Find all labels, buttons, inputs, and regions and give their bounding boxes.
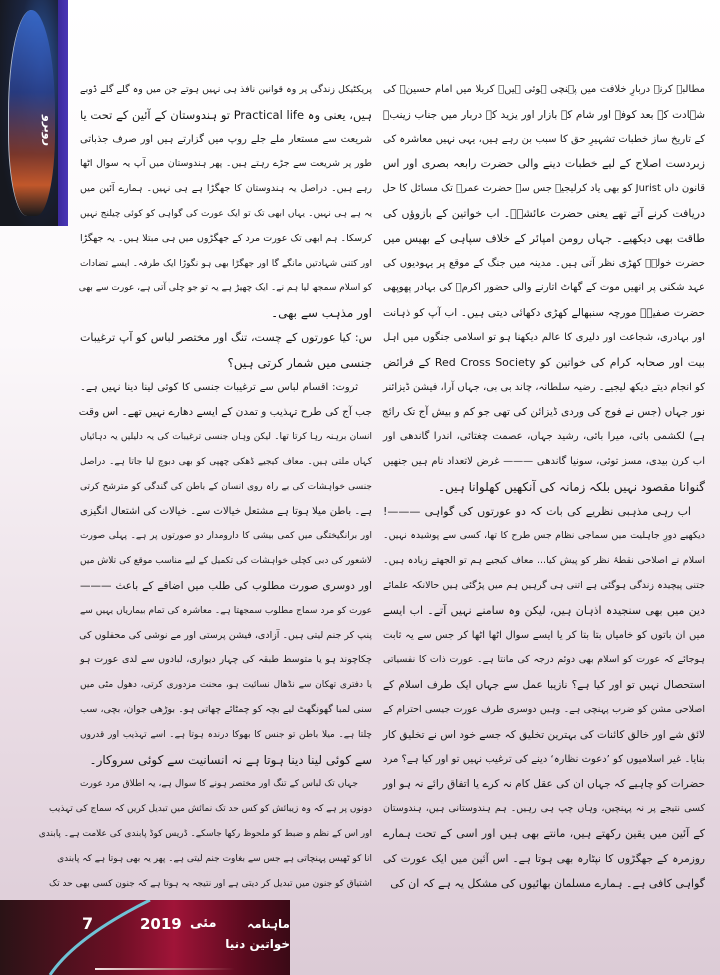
text-line: دونوں پر ہے کہ وہ زیبائش کو کس حد تک نمائش میں تبدیل کریں کہ سماج کی تہذیب [49,804,372,815]
magazine-name: ماہنامہ خواتین دنیا [225,917,290,951]
text-line: کے تاریخ ساز خطبات تشہیرِ حق کا سبب بن رہے ہیں، یہی نہیں معاشرہ کی [383,133,705,145]
text-line: یا دفتری تھکان سے نڈھال نسائیت ہو، محنت مزدوری کرتی، دھول مٹی میں [80,680,372,691]
text-line: جہاں تک لباس کے تنگ اور مختصر ہونے کا سوال ہے، یہ اطلاق مرد عورت [80,779,358,790]
text-line: اب رہی مذہبی نظریے کی بات کہ دو عورتوں کی گواہی ———! [383,504,691,518]
decorative-edge [58,0,68,226]
text-line: انا کو ٹھیس پہنچاتی ہے جس سے بغاوت جنم لیتی ہے۔ پھر یہ بھی ہوتا ہے کہ پابندی [57,853,372,864]
text-line: س: کیا عورتوں کے چست، تنگ اور مختصر لباس کو آپ ترغیبات [80,330,372,344]
text-line: سے کوئی لینا دینا ہوتا ہے نہ انسانیت سے کوئی سروکار۔ [89,752,372,767]
text-line: لاشعور کی دبی کچلی خواہشات کی تکمیل کے لیے مناسب موقع کی تلاش میں [80,556,372,567]
text-line: اور دوسری صورت مطلوب کی طلب میں اضافے کے باعث ——— [80,579,372,592]
text-line: چکاچوند ہو یا متوسط طبقہ کی چہار دیواری، لبادوں سے لدی عورت ہو [80,654,372,666]
text-line: اشتیاق کو جنون میں تبدیل کر دیتی ہے اور نتیجہ یہ ہوتا ہے کہ جنون کسی بھی حد تک [49,878,372,889]
text-line: جتنی پیچیدہ زندگی ہوگئی ہے اتنی ہی گرہیں ہم میں پڑگئی ہیں حالانکہ علمائے [383,579,705,591]
text-line: کسی نتیجے پر نہ پہنچیں، وہاں چپ ہی رہیں۔ ہم ہندوستانی ہیں، ہندوستان [383,803,705,815]
text-line: میں ان باتوں کو خامیاں بتا بتا کر یا ایسے سوال اٹھا اٹھا کر جس سے یہ ثابت [383,629,705,641]
text-line: جنسی خواہشات کی بے راہ روی انسان کے باطن کی گندگی کو مترشح کرتی [80,481,372,492]
text-line: اور برانگیختگی میں کمی بیشی کا دارومدار دو صورتوں پر ہے۔ پہلی صورت [80,531,372,542]
text-line: حضرت صفیہؓ مورچہ سنبھالے کھڑی دکھائی دیتی ہیں۔ اب آپ کو ذہانت [383,307,705,320]
text-line: حضرات کو چاہیے کہ جہاں ان کی عقل کام نہ کرے یا اتفاق رائے نہ ہو اور [383,778,705,791]
text-line: مطالبہ کرنے دربارِ خلافت میں پہنچی ہوئی ہیں۔ کربلا میں امام حسینؓ کی [383,84,705,95]
text-line: سنی لمبا گھونگھٹ لیے بچہ کو چمٹائے چھاتی ہو۔ بوڑھی جوان، بچی، سب [80,703,372,715]
text-line: یہ ہے ہی نہیں۔ یہاں ابھی تک تو ایک عورت کی گواہی کو کوئی چیلنج نہیں [80,208,372,219]
text-line: شریعت سے مستعار ملے جلے روپ میں گزارتے ہیں اور صرف جذباتی [80,133,372,145]
text-line: قانون داں Jurist کو بھی یاد کرلیجیے جس سے حضرت عمرؓ تک مسائل کا حل [382,183,705,195]
text-line: اور کتنی شہادتیں مانگے گا اور جھگڑا بھی ہو نگوڑا ایک طرفہ۔ ایسے تضادات [80,258,372,269]
text-line: پنپ کر جنم لیتی ہیں۔ آزادی، فیشن پرستی اور مے نوشی کی محفلوں کی [79,629,372,641]
text-line: پریکٹیکل زندگی پر وہ قوانین نافذ ہی نہیں ہوتے جن میں وہ گلے گلے ڈوبے [80,84,372,95]
page-number: 7 [82,914,94,933]
text-line: کہاں ملتی ہیں۔ معاف کیجیے ڈھکی چھپی کو بھی دبوچ لیا جاتا ہے۔ دراصل [80,456,372,467]
text-line: کو اسلام سمجھ لیا ہم نے۔ ایک چھیڑ ہے یہ تو جو چلی آتی ہے، عورت سے بھی [78,283,372,294]
text-line: اور اس کے نظم و ضبط کو ملحوظ رکھا جاسکے۔ ڈریس کوڈ پابندی کی علامت ہے۔ پابندی [38,828,372,839]
article-column-right [383,78,705,896]
text-line: طور پر شریعت سے جڑے رہتے ہیں۔ پھر ہندوستان میں آپ یہ سوال اٹھا [80,158,372,170]
text-line: دریافت کرنے آتے تھے یعنی حضرت عائشہؓ۔ اب خواتین کے بازوؤں کی [383,206,705,220]
text-line: ثروت: اقسام لباس سے ترغیبات جنسی کا کوئی لینا دینا نہیں ہے۔ [80,381,358,393]
issue-month: مئی [190,916,217,931]
text-line: اسلام نے اصلاحی نقطۂ نظر کو پیش کیا... معاف کیجیے ہم تو الجھتے زیادہ ہیں۔ [383,555,705,567]
text-line: دیکھیے دورِ جاہلیت میں سماجی نظام جس طرح کا تھا، کسی سے پوشیدہ نہیں۔ [383,530,705,542]
text-line: گواہی کافی ہے۔ ہمارے مسلمان بھائیوں کی مشکل یہ ہے کہ ان کی [390,876,705,890]
text-line: عورت کو مرد سماج مطلوب سمجھتا ہے۔ معاشرہ کی تمام بیماریاں یہیں سے [80,605,372,616]
page-footer [0,900,290,975]
section-side-tab [0,0,68,226]
text-line: ہے) لکشمی بائی، میرا بائی، رشید جہاں، عصمت چغتائی، اندرا گاندھی اور [383,431,705,443]
text-line: زبردست اصلاح کے لیے خطبات دینے والی حضرت رابعہ بصری اور اس [383,157,705,171]
text-line: کرسکا۔ ہم ابھی تک عورت مرد کے جھگڑوں میں ہی مبتلا ہیں۔ یہ جھگڑا [80,232,372,244]
text-line: شہادت کے بعد کوفہ اور شام کے بازار اور یزید کے دربار میں جناب زینبؓ [383,108,705,121]
text-line: گنوانا مقصود نہیں بلکہ زمانہ کی آنکھیں کھلوانا ہیں۔ [437,479,705,494]
text-line: استحصال نہیں تو اور کیا ہے؟ نازیبا عمل سے جہاں ایک طرف اسلام کے [383,679,705,692]
text-line: عہد شکنی پر انھیں موت کے گھاٹ اتارنے والی حضور اکرمؐ کی بہادر پھوپھی [383,282,705,294]
issue-year: 2019 [140,915,182,933]
text-line: بیت اور صحابہ کرام کی خواتین کو Red Cross Society کے فرائض [383,355,705,369]
text-line: نور جہاں (جس نے فوج کی وردی ڈیزائن کی تھی جو کم و بیش آج تک رائج [381,406,705,419]
text-line: ہیں، یعنی وہ Practical life تو ہندوستان کے آئین کے تحت یا [80,107,372,122]
text-line: جب آج کی طرح تہذیب و تمدن کے ایسے دھارے نہیں تھے۔ اس وقت [78,406,372,419]
text-line: ہے۔ باطن میلا ہوتا ہے مشتعل خیالات سے۔ خیالات کی اشتعال انگیزی [80,505,372,517]
text-line: دین میں بھی سنجیدہ اذہان ہیں، لیکن وہ سامنے نہیں آتے۔ اب ایسے [383,603,705,617]
text-line: روزمرہ کے جھگڑوں کا نپٹارہ بھی ہوتا ہے۔ اس آئین میں ایک عورت کی [383,852,705,865]
text-line: طاقت بھی دیکھیے۔ جہاں رومن امپائر کے خلاف سپاہی کے بھیس میں [383,231,705,245]
text-line: انسان برہنہ رہا کرتا تھا۔ لیکن وہاں جنسی ترغیبات کی یہ دلیلیں یہ دہائیاں [80,432,372,443]
text-line: حضرت خولہؓ کھڑی نظر آتی ہیں۔ مدینہ میں جنگ کے موقع پر یہودیوں کی [383,257,705,269]
text-line: اصلاحی مشن کو ضرب پہنچی ہے۔ وہیں دوسری طرف عورت جیسی احترام کے [383,703,705,715]
text-line: اور مذہب سے بھی۔ [271,306,372,321]
text-line: چلتا ہے۔ میلا باطن تو جنس کا بھوکا درندہ ہوتا ہے۔ اسے تہذیب اور قدروں [80,729,372,740]
text-line: اور بہادری، شجاعت اور دلیری کا عالم دیکھنا ہو تو اسلامی جنگوں میں اہل [383,331,705,343]
text-line: اب کرن بیدی، مسز توئی، سونیا گاندھی ——— غرض لاتعداد نام ہیں جنھیں [383,455,705,467]
text-line: ہوجائے کہ عورت کو اسلام بھی دوئم درجہ کی مانتا ہے۔ عورت ذات کا نفسیاتی [383,654,705,666]
section-label: روبرو [41,114,55,146]
text-line: رہے ہیں۔ دراصل یہ ہندوستان کا جھگڑا ہے ہی نہیں۔ ہمارے آئین میں [80,183,372,195]
footer-rule [95,968,235,970]
text-line: بنایا۔ غیر اسلامیوں کو ’دعوت نظارہ‘ دینے کی ترغیب نہیں تو اور کیا ہے؟ مرد [383,753,705,765]
text-line: کے آئین میں یقین رکھتے ہیں، مانتے بھی ہیں اور اسی کے تحت ہمارے [383,826,705,840]
text-line: جنسی میں شمار کرتی ہیں؟ [227,355,372,370]
text-line: کو انجام دیتے دیکھ لیجیے۔ رضیہ سلطانہ، چاند بی بی، جہاں آرا، فیشن ڈیزائنر [383,381,705,393]
text-line: لائق شے اور خالق کائنات کی بہترین تخلیق کہ جسے خود اس نے تخلیق کار [382,728,705,741]
